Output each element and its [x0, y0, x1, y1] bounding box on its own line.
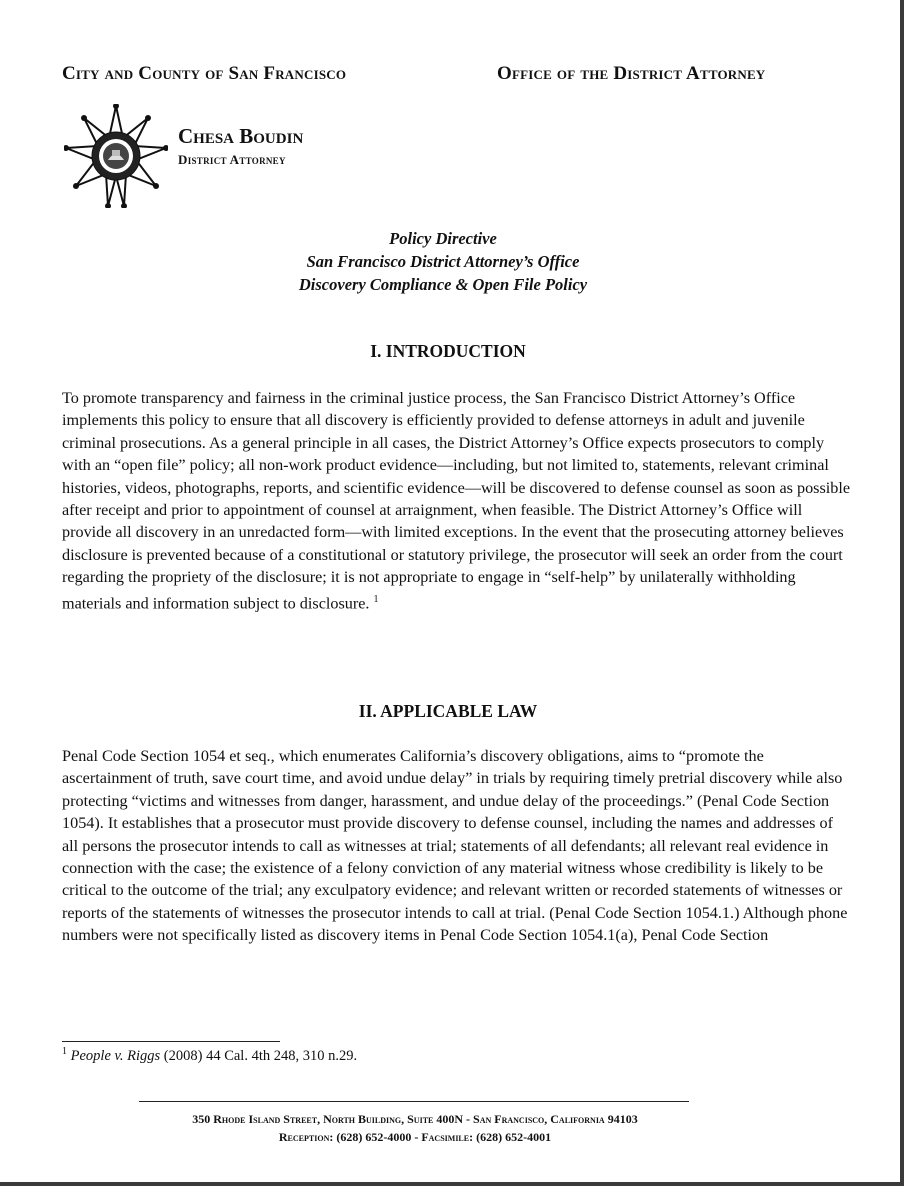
- footer-phones: Reception: (628) 652-4000 - Facsimile: (628) 652-4001: [278, 1130, 552, 1144]
- header-right: Office of the District Attorney: [497, 63, 766, 84]
- footnote-citation: (2008) 44 Cal. 4th 248, 310 n.29.: [160, 1047, 358, 1064]
- district-attorney-name: Chesa Boudin: [178, 124, 304, 148]
- directive-line-2: San Francisco District Attorney’s Office: [306, 252, 580, 271]
- directive-line-3: Discovery Compliance & Open File Policy: [298, 275, 588, 294]
- footer-address: 350 Rhode Island Street, North Building, Suite 400N - San Francisco, California 94103: [192, 1112, 638, 1126]
- footer-divider: [139, 1101, 689, 1102]
- footnote-case-name: People v. Riggs: [70, 1047, 161, 1064]
- district-attorney-title: District Attorney: [178, 152, 286, 167]
- policy-directive-heading: [0, 227, 886, 296]
- introduction-paragraph: [62, 387, 852, 614]
- footnote-reference[interactable]: 1: [373, 593, 379, 605]
- sheriff-star-seal-icon: [64, 104, 168, 208]
- footnote: [62, 1046, 357, 1065]
- header-left: City and County of San Francisco: [62, 63, 347, 84]
- section-introduction-title: I. INTRODUCTION: [370, 341, 526, 361]
- footnote-number: 1: [62, 1046, 67, 1057]
- section-applicable-law-title: II. APPLICABLE LAW: [358, 701, 538, 721]
- introduction-text: To promote transparency and fairness in the criminal justice process, the San Francisco District Attorney’s Office implements this policy to ensure that all discovery is efficiently provided to defense attorneys in adult and juvenile criminal prosecutions. As a general principle in all cases, the District Attorney’s Office expects prosecutors to comply with an “open file” policy; all non-work product evidence—including, but not limited to, statements, relevant criminal histories, videos, photographs, reports, and scientific evidence—will be discovered to defense counsel as soon as possible after receipt and prior to appointment of counsel at arraignment, when feasible. The District Attorney’s Office will provide all discovery in an unredacted form—with limited exceptions. In the event that the prosecuting attorney believes disclosure is prevented because of a constitutional or statutory privilege, the prosecutor will seek an order from the court regarding the propriety of the disclosure; it is not appropriate to engage in “self-help” by unilaterally withholding materials and information subject to disclosure.: [62, 389, 851, 613]
- directive-line-1: Policy Directive: [389, 229, 497, 248]
- footnote-divider: [62, 1041, 280, 1042]
- applicable-law-paragraph: Penal Code Section 1054 et seq., which enumerates California’s discovery obligations, aims to “promote the ascertainment of truth, save court time, and avoid undue delay” in trials by requiring timely pretrial discovery while also protecting “victims and witnesses from danger, harassment, and undue delay of the proceedings.” (Penal Code Section 1054). It establishes that a prosecutor must provide discovery to defense counsel, including the names and addresses of all persons the prosecutor intends to call as witnesses at trial; statements of all defendants; all relevant real evidence in connection with the case; the existence of a felony conviction of any material witness whose credibility is likely to be critical to the outcome of the trial; any exculpatory evidence; and relevant written or recorded statements of witnesses or reports of the statements of witnesses the prosecutor intends to call at trial. (Penal Code Section 1054.1.) Although phone numbers were not specifically listed as discovery items in Penal Code Section 1054.1(a), Penal Code Section: [62, 747, 848, 945]
